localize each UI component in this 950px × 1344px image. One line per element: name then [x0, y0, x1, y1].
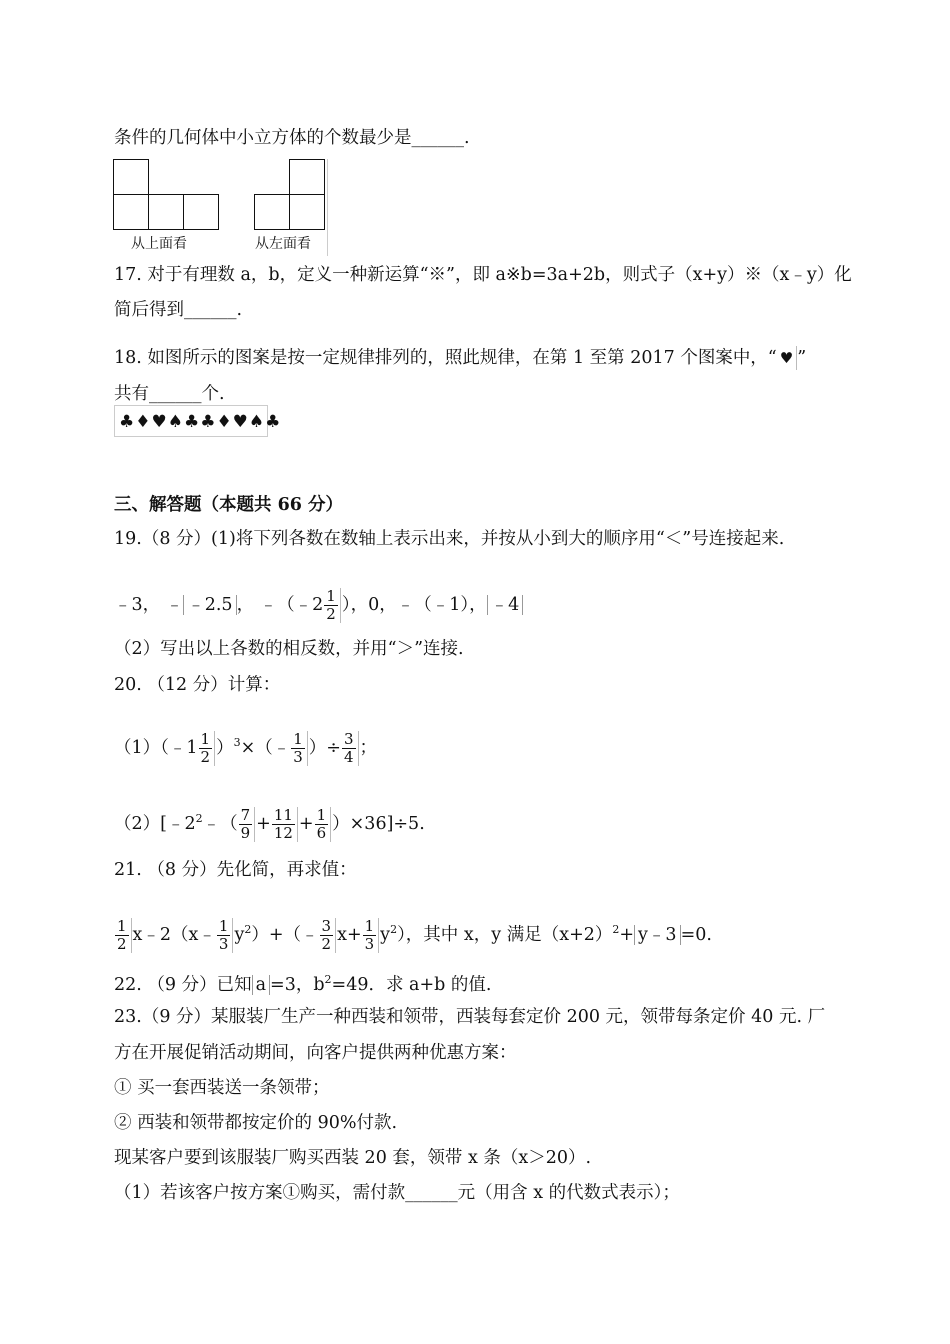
section-heading: 三、解答题（本题共 66 分） — [114, 495, 344, 515]
abs-value: ﹣4 — [487, 595, 524, 615]
abs-value: ﹣2.5 — [183, 595, 236, 615]
q23-line5: 现某客户要到该服装厂购买西装 20 套，领带 x 条（x＞20）. — [114, 1148, 592, 1168]
q20-part2: $(2)[﹣2^2﹣$（ $\frac{7}{9}$ + $\frac{11}{12}$ + $\frac{1}{6}$ ）×36]÷5. — [114, 806, 425, 842]
fraction: $\frac{1}{2}$ — [199, 731, 216, 766]
fraction: $\frac{1}{3}$ — [291, 731, 308, 766]
fraction: $\frac{3}{2}$ — [320, 918, 337, 953]
q16-text: 条件的几何体中小立方体的个数最少是______. — [114, 128, 470, 148]
fraction: $\frac{1}{3}$ — [217, 918, 234, 953]
left-view-caption: 从左面看 — [255, 236, 311, 252]
q22-line: 22. （9 分）已知 a =3，$b^2=49$．求 a+b 的值. — [114, 973, 492, 995]
q23-option2: ② 西装和领带都按定价的 90%付款. — [114, 1113, 398, 1133]
q19-line3: （2）写出以上各数的相反数，并用“＞”连接. — [114, 639, 464, 659]
left-view-cell — [254, 194, 290, 230]
top-view-caption: 从上面看 — [131, 236, 187, 252]
q19-numbers: ﹣3， ﹣ ﹣2.5 ， ﹣（﹣2 $\frac{1}{2}$ ），0，﹣（﹣1）， ﹣4 — [114, 588, 523, 623]
q18-line1: 18. 如图所示的图案是按一定规律排列的，照此规律，在第 1 至第 2017 个图案中，“ ♥ ” — [114, 348, 807, 368]
q18-line2: 共有______个. — [114, 384, 225, 404]
top-view-cell — [148, 194, 184, 230]
heart-icon: ♥ — [777, 346, 797, 370]
top-view-cell — [113, 159, 149, 195]
q23-line2: 方在开展促销活动期间，向客户提供两种优惠方案： — [114, 1043, 517, 1063]
fraction: $\frac{1}{3}$ — [363, 918, 380, 953]
q17-line2: 简后得到______. — [114, 300, 243, 320]
q23-part1: （1）若该客户按方案①购买，需付款______元（用含 x 的代数式表示）； — [114, 1183, 680, 1203]
fraction: $\frac{7}{9}$ — [239, 807, 256, 842]
fraction: $\frac{1}{2}$ — [324, 588, 341, 623]
figure-border — [327, 159, 328, 256]
q17-line1: 17. 对于有理数 a，b，定义一种新运算“※”，即 a※b=3a+2b，则式子（x+y）※（x﹣y）化 — [114, 265, 852, 285]
suits-pattern: ♣♦♥♠♣♣♦♥♠♣ — [114, 405, 268, 437]
top-view-cell — [183, 194, 219, 230]
top-view-cell — [113, 194, 149, 230]
q21-expression: $\frac{1}{2}$ x﹣2（x﹣ $\frac{1}{3}$ $y^2)+(﹣$ $\frac{3}{2}$ x+ $\frac{1}{3}$ $y^2$），其中 x，y 满足$(x+2)^2+$ y﹣3 =0. — [117, 917, 712, 953]
q20-part1: （1）（﹣1 $\frac{1}{2}$ ）$^3$×（﹣ $\frac{1}{3}$ ）÷ $\frac{3}{4}$ ； — [114, 730, 378, 766]
answer-blank: ______. — [411, 128, 470, 148]
left-view-cell — [289, 159, 325, 195]
fraction: $\frac{3}{4}$ — [342, 731, 359, 766]
q23-option1: ① 买一套西装送一条领带； — [114, 1078, 330, 1098]
q20-title: 20. （12 分）计算： — [114, 675, 281, 695]
fraction: $\frac{1}{2}$ — [115, 918, 132, 953]
abs-value: a — [252, 975, 270, 995]
left-view-cell — [289, 194, 325, 230]
views-figure — [113, 159, 329, 256]
fraction: $\frac{11}{12}$ — [272, 807, 298, 842]
abs-value: y﹣3 — [634, 925, 681, 945]
q23-line1: 23.（9 分）某服装厂生产一种西装和领带，西装每套定价 200 元，领带每条定价 40 元. 厂 — [114, 1007, 826, 1027]
q21-title: 21. （8 分）先化简，再求值： — [114, 860, 357, 880]
fraction: $\frac{1}{6}$ — [315, 807, 332, 842]
q19-line1: 19.（8 分）(1)将下列各数在数轴上表示出来，并按从小到大的顺序用“＜”号连接起来. — [114, 529, 785, 549]
